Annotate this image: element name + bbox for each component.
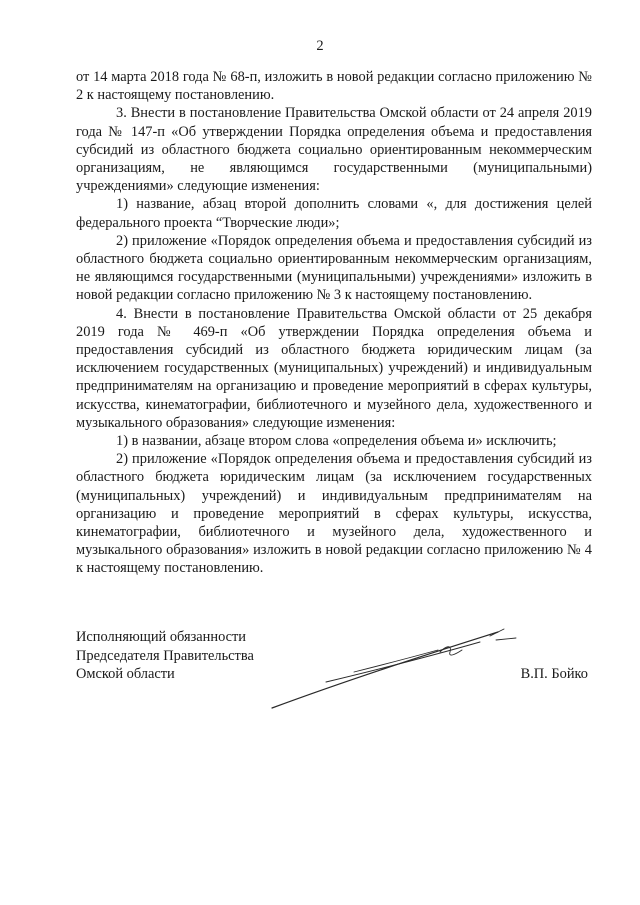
signatory-title-line: Исполняющий обязанности bbox=[76, 629, 247, 645]
signatory-title-line: Председателя Правительства bbox=[76, 647, 254, 664]
signatory-title-line: Омской области bbox=[76, 666, 175, 682]
paragraph-item-4-1: 1) в названии, абзаце втором слова «определения объема и» исключить; bbox=[116, 433, 557, 450]
page-number: 2 bbox=[316, 38, 324, 54]
paragraph-item-4-2: 2) приложение «Порядок определения объема и предоставления субсидий из областного бюджета юридическим лицам (за исключением государственных (муниципальных) учреждений) и индивидуальным предпринимателям на организацию и проведение мероприятий в сферах культуры, искусства, кинематографии, библиотечного и музейного дела, художественного и музыкального образования» изложить в новой редакции согласно приложению № 4 к настоящему постановлению. bbox=[76, 451, 592, 577]
paragraph-item-3-2: 2) приложение «Порядок определения объема и предоставления субсидий из областного бюджета социально ориентированным некоммерческим организациям, не являющимся государственными (муниципальными) учреждениями» изложить в новой редакции согласно приложению № 3 к настоящему постановлению. bbox=[76, 232, 592, 304]
handwritten-signature bbox=[266, 626, 526, 712]
signature-block bbox=[76, 628, 592, 718]
document-body bbox=[76, 68, 592, 578]
signatory-name: В.П. Бойко bbox=[520, 666, 588, 682]
paragraph-continuation: от 14 марта 2018 года № 68-п, изложить в новой редакции согласно приложению № 2 к настоящему постановлению. bbox=[76, 69, 592, 104]
paragraph-item-3: 3. Внести в постановление Правительства Омской области от 24 апреля 2019 года № 147-п «Об утверждении Порядка определения объема и предоставления субсидий из областного бюджета социально ориентированным некоммерческим организациям, не являющимся государственными (муниципальными) учреждениями» следующие изменения: bbox=[76, 105, 592, 195]
paragraph-item-4: 4. Внести в постановление Правительства Омской области от 25 декабря 2019 года № 469-п «Об утверждении Порядка определения объема и предоставления субсидий из областного бюджета юридическим лицам (за исключением государственных (муниципальных) учреждений) и индивидуальным предпринимателям на организацию и проведение мероприятий в сферах культуры, искусства, кинематографии, библиотечного и музейного дела, художественного и музыкального образования» следующие изменения: bbox=[76, 305, 592, 431]
paragraph-item-3-1: 1) название, абзац второй дополнить словами «, для достижения целей федерального проекта “Творческие люди»; bbox=[76, 196, 592, 231]
